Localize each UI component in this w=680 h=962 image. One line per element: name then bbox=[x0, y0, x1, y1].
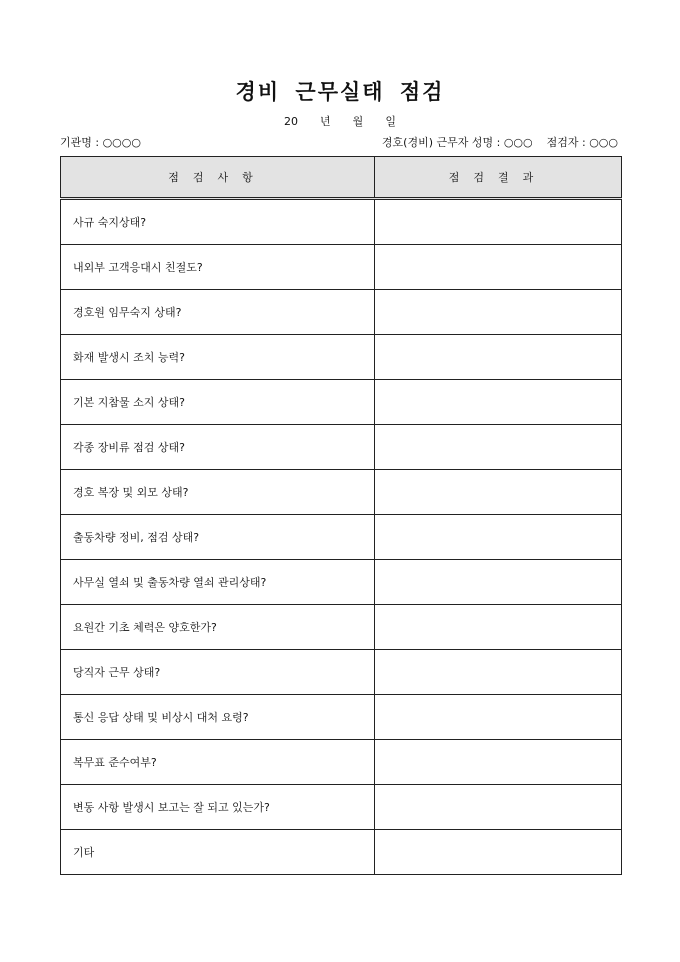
table-row bbox=[61, 740, 622, 785]
table-row bbox=[61, 785, 622, 830]
table-row bbox=[61, 605, 622, 650]
inspection-item: 당직자 근무 상태? bbox=[61, 650, 375, 695]
guard-name: 경호(경비) 근무자 성명 : ○○○ bbox=[381, 136, 533, 149]
result-cell[interactable] bbox=[375, 425, 622, 470]
inspection-item: 화재 발생시 조치 능력? bbox=[61, 335, 375, 380]
date-month-label: 월 bbox=[352, 115, 364, 128]
table-row bbox=[61, 290, 622, 335]
result-cell[interactable] bbox=[375, 650, 622, 695]
table-row bbox=[61, 380, 622, 425]
inspection-item: 경호원 임무숙지 상태? bbox=[61, 290, 375, 335]
inspection-item: 내외부 고객응대시 친절도? bbox=[61, 245, 375, 290]
inspection-item: 기타 bbox=[61, 830, 375, 875]
table-row bbox=[61, 515, 622, 560]
date-year-label: 년 bbox=[320, 115, 331, 128]
agency-name: 기관명 : ○○○○ bbox=[60, 136, 141, 149]
inspection-item: 출동차량 정비, 점검 상태? bbox=[61, 515, 375, 560]
date-day-label: 일 bbox=[385, 115, 396, 128]
inspection-item: 요원간 기초 체력은 양호한가? bbox=[61, 605, 375, 650]
table-row bbox=[61, 199, 622, 245]
result-cell[interactable] bbox=[375, 740, 622, 785]
result-cell[interactable] bbox=[375, 605, 622, 650]
personnel-info bbox=[382, 134, 618, 150]
table-row bbox=[61, 695, 622, 740]
table-header-row bbox=[61, 157, 622, 199]
inspection-item: 사무실 열쇠 및 출동차량 열쇠 관리상태? bbox=[61, 560, 375, 605]
inspection-item: 복무표 준수여부? bbox=[61, 740, 375, 785]
inspection-item: 각종 장비류 점검 상태? bbox=[61, 425, 375, 470]
result-cell[interactable] bbox=[375, 290, 622, 335]
result-cell[interactable] bbox=[375, 335, 622, 380]
header-inspection-item: 점검사항 bbox=[61, 157, 375, 199]
table-row bbox=[61, 650, 622, 695]
result-cell[interactable] bbox=[375, 199, 622, 245]
inspection-item: 사규 숙지상태? bbox=[61, 199, 375, 245]
header-inspection-result: 점검결과 bbox=[375, 157, 622, 199]
table-row bbox=[61, 335, 622, 380]
table-row bbox=[61, 560, 622, 605]
inspection-item: 변동 사항 발생시 보고는 잘 되고 있는가? bbox=[61, 785, 375, 830]
result-cell[interactable] bbox=[375, 560, 622, 605]
inspection-item: 경호 복장 및 외모 상태? bbox=[61, 470, 375, 515]
result-cell[interactable] bbox=[375, 785, 622, 830]
result-cell[interactable] bbox=[375, 380, 622, 425]
table-row bbox=[61, 425, 622, 470]
document-title: 경비 근무실태 점검 bbox=[235, 79, 445, 104]
inspector-name: 점검자 : ○○○ bbox=[546, 136, 618, 149]
result-cell[interactable] bbox=[375, 830, 622, 875]
result-cell[interactable] bbox=[375, 470, 622, 515]
inspection-item: 기본 지참물 소지 상태? bbox=[61, 380, 375, 425]
result-cell[interactable] bbox=[375, 245, 622, 290]
table-row bbox=[61, 245, 622, 290]
result-cell[interactable] bbox=[375, 695, 622, 740]
table-row bbox=[61, 830, 622, 875]
inspection-table bbox=[60, 156, 622, 875]
result-cell[interactable] bbox=[375, 515, 622, 560]
date-year-prefix: 20 bbox=[284, 115, 299, 128]
table-row bbox=[61, 470, 622, 515]
date-line bbox=[0, 113, 680, 129]
inspection-item: 통신 응답 상태 및 비상시 대처 요령? bbox=[61, 695, 375, 740]
